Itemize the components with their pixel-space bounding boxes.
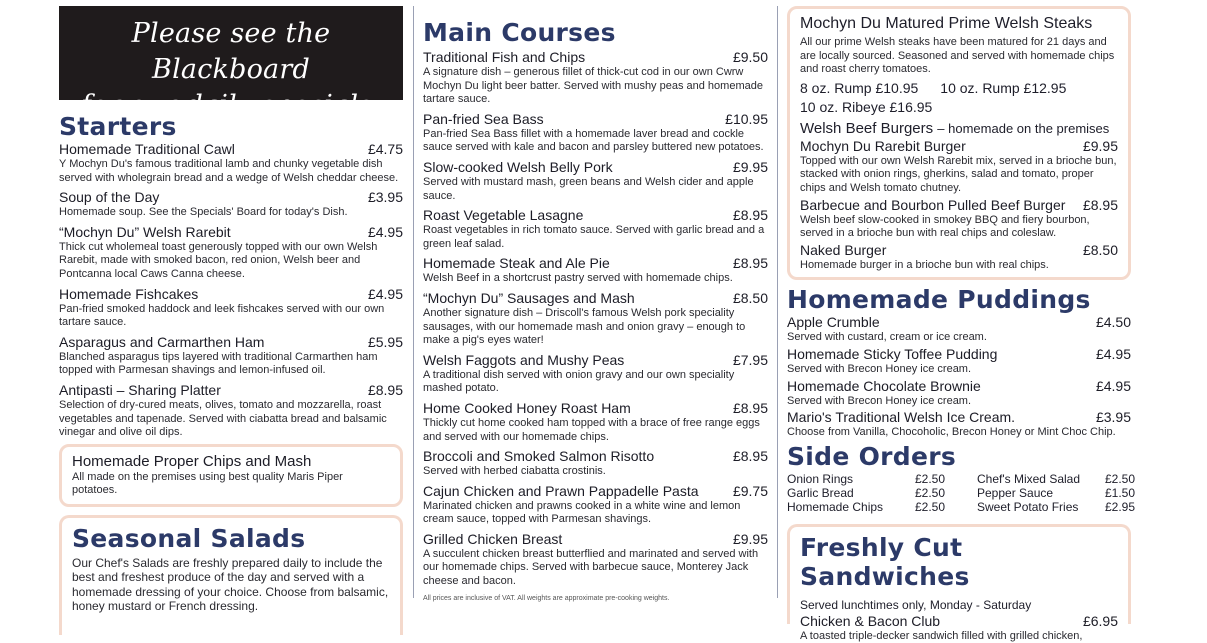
item-price: £4.95 [1095, 377, 1131, 394]
item-desc: Pan-fried Sea Bass fillet with a homemade laver bread and cockle sauce served with kale and bacon and parsley buttered new potatoes. [423, 127, 764, 154]
middle-column [423, 0, 768, 602]
item-name: Asparagus and Carmarthen Ham [59, 333, 265, 350]
item-price: £9.50 [732, 49, 768, 65]
item-price: £8.95 [732, 255, 768, 272]
item-name: Slow-cooked Welsh Belly Pork [423, 158, 613, 175]
pudding-item [787, 378, 1131, 409]
item-name: Home Cooked Honey Roast Ham [423, 399, 631, 416]
pudding-item [787, 314, 1131, 345]
side-name: Pepper Sauce [977, 485, 1054, 500]
item-price: £8.95 [732, 399, 768, 416]
item-name: Roast Vegetable Lasagne [423, 207, 584, 224]
sandwiches-title: Freshly Cut Sandwiches [800, 532, 970, 591]
item-name: Chicken & Bacon Club [800, 612, 941, 629]
right-column [787, 0, 1135, 642]
item-name: Broccoli and Smoked Salmon Risotto [423, 448, 655, 465]
item-price: £8.50 [1082, 241, 1118, 258]
side-name: Onion Rings [787, 471, 854, 486]
salads-box [59, 515, 403, 635]
item-price: £8.95 [732, 448, 768, 465]
item-name: Soup of the Day [59, 189, 160, 206]
burger-item [800, 242, 1118, 273]
item-desc: Homemade soup. See the Specials' Board for today's Dish. [59, 206, 348, 219]
starter-item [59, 382, 403, 440]
item-desc: Blanched asparagus tips layered with traditional Carmarthen ham topped with Parmesan shavings and lemon-infused oil. [59, 350, 378, 377]
steaks-box [787, 6, 1131, 280]
item-desc: A succulent chicken breast butterflied and marinated and served with our homemade chips. Served with barbecue sauce, Monterey Jack cheese and bacon. [423, 547, 759, 588]
item-name: Mario's Traditional Welsh Ice Cream. [787, 409, 1016, 426]
puddings-list [787, 314, 1131, 439]
item-desc: Roast vegetables in rich tomato sauce. Served with garlic bread and a green leaf salad. [423, 224, 765, 250]
item-name: “Mochyn Du” Sausages and Mash [423, 289, 635, 306]
item-price: £9.95 [1082, 137, 1118, 154]
pudding-item [787, 409, 1131, 440]
item-price: £7.95 [732, 351, 768, 368]
item-name: Traditional Fish and Chips [423, 49, 586, 65]
item-desc: Served with herbed ciabatta crostinis. [423, 465, 606, 478]
sides-right [977, 472, 1135, 514]
item-price: £4.95 [367, 285, 403, 302]
side-name: Garlic Bread [787, 485, 854, 500]
item-desc: Selection of dry-cured meats, olives, tomato and mozzarella, roast vegetables and tapenade. Served with ciabatta bread and balsamic vinegar and olive oil dips. [59, 398, 387, 439]
item-name: Cajun Chicken and Prawn Pappadelle Pasta [423, 482, 699, 499]
item-price: £4.95 [367, 223, 403, 240]
burgers-list [800, 138, 1118, 273]
main-course-item [423, 352, 768, 396]
item-name: Antipasti – Sharing Platter [59, 381, 221, 398]
item-desc: Marinated chicken and prawns cooked in a white wine and lemon cream sauce, topped with Parmesan shavings. [423, 499, 741, 526]
blackboard-banner [59, 6, 403, 121]
puddings-title: Homemade Puddings [787, 285, 1091, 315]
chips-box-title: Homemade Proper Chips and Mash [72, 452, 312, 470]
side-price: £2.50 [914, 471, 945, 486]
main-course-item [423, 290, 768, 348]
main-course-item [423, 111, 768, 155]
side-price: £2.50 [914, 499, 945, 514]
item-desc: A traditional dish served with onion gravy and our own speciality mashed potato. [423, 368, 735, 395]
item-price: £10.95 [725, 110, 768, 127]
main-course-item [423, 207, 768, 251]
main-course-item [423, 400, 768, 444]
steak-sizes [800, 79, 1118, 117]
chips-box-desc: All made on the premises using best quality Maris Piper potatoes. [72, 470, 343, 497]
starters-list [59, 141, 403, 440]
item-price: £6.95 [1082, 612, 1118, 629]
item-desc: Choose from Vanilla, Chocoholic, Brecon Honey or Mint Choc Chip. [787, 426, 1116, 439]
item-desc: Welsh beef slow-cooked in smokey BBQ and fiery bourbon, served in a brioche bun with real chips and coleslaw. [800, 213, 1090, 240]
sides-title: Side Orders [787, 441, 957, 471]
steak-size-1: 8 oz. Rump £10.95 [800, 79, 919, 96]
item-desc: Served with custard, cream or ice cream. [787, 331, 987, 344]
item-name: Apple Crumble [787, 314, 880, 331]
column-divider [413, 6, 414, 598]
sandwiches-box [787, 524, 1131, 642]
item-name: Mochyn Du Rarebit Burger [800, 137, 966, 154]
item-price: £9.95 [732, 530, 768, 547]
mains-list [423, 49, 768, 589]
sides-table [787, 471, 1135, 514]
blackboard-line-1: Please see the Blackboard [131, 18, 331, 85]
item-desc: Thick cut wholemeal toast generously topped with our own Welsh Rarebit, made with smoked bacon, red onion, Welsh beer and Pontcanna local Caws Canna cheese. [59, 240, 378, 280]
item-name: Homemade Sticky Toffee Pudding [787, 345, 998, 362]
sandwiches-subtitle: Served lunchtimes only, Monday - Saturday [800, 597, 1032, 612]
item-desc: Pan-fried smoked haddock and leek fishcakes served with our own tartare sauce. [59, 302, 385, 329]
item-desc: Thickly cut home cooked ham topped with a brace of free range eggs and served with our homemade chips. [423, 416, 760, 443]
side-name: Homemade Chips [787, 499, 884, 514]
steak-size-2: 10 oz. Rump £12.95 [940, 79, 1067, 96]
item-price: £3.95 [367, 189, 403, 206]
item-price: £9.75 [732, 482, 768, 499]
item-price: £4.75 [367, 141, 403, 157]
main-course-item [423, 448, 768, 479]
footnote: All prices are inclusive of VAT. All weights are approximate pre-cooking weights. [423, 594, 670, 602]
starter-item [59, 286, 403, 330]
item-desc: Y Mochyn Du's famous traditional lamb and chunky vegetable dish served with wholegrain bread and a wedge of Welsh cheddar cheese. [59, 158, 399, 184]
sandwich-item [800, 613, 1118, 643]
item-price: £8.95 [732, 207, 768, 224]
main-course-item [423, 159, 768, 203]
burger-item [800, 138, 1118, 196]
item-name: Homemade Fishcakes [59, 285, 199, 302]
item-desc: A signature dish – generous fillet of thick-cut cod in our own Cwrw Mochyn Du light beer batter. Served with mushy peas and homemade tartare sauce. [423, 66, 763, 106]
sides-left [787, 472, 945, 514]
side-price: £2.95 [1104, 499, 1135, 514]
item-price: £8.50 [732, 289, 768, 306]
side-name: Sweet Potato Fries [977, 499, 1079, 514]
mains-title: Main Courses [423, 18, 616, 47]
side-name: Chef's Mixed Salad [977, 471, 1081, 486]
side-price: £2.50 [1104, 471, 1135, 486]
starter-item [59, 334, 403, 378]
side-price: £2.50 [914, 485, 945, 500]
burger-item [800, 197, 1118, 241]
burgers-heading [800, 120, 1118, 138]
starter-item [59, 224, 403, 282]
blackboard-line-2: for our daily specials. [80, 90, 381, 121]
chips-box [59, 444, 403, 507]
item-name: Welsh Faggots and Mushy Peas [423, 351, 625, 368]
steak-size-3: 10 oz. Ribeye £16.95 [800, 98, 933, 115]
item-name: Barbecue and Bourbon Pulled Beef Burger [800, 196, 1066, 213]
item-desc: Served with mustard mash, green beans and Welsh cider and apple sauce. [423, 175, 754, 202]
item-price: £9.95 [732, 158, 768, 175]
salads-title: Seasonal Salads [72, 523, 306, 553]
main-course-item [423, 49, 768, 107]
item-name: Naked Burger [800, 241, 887, 258]
column-divider [777, 6, 778, 598]
main-course-item [423, 531, 768, 589]
sandwiches-list [800, 613, 1118, 643]
steaks-title: Mochyn Du Matured Prime Welsh Steaks [800, 15, 1093, 32]
item-name: Homemade Chocolate Brownie [787, 377, 981, 394]
item-desc: Topped with our own Welsh Rarebit mix, served in a brioche bun, stacked with onion rings, gherkins, salad and tomato, proper chips and Welsh tomato chutney. [800, 154, 1117, 194]
item-name: “Mochyn Du” Welsh Rarebit [59, 223, 231, 240]
item-desc: Welsh Beef in a shortcrust pastry served with homemade chips. [423, 272, 733, 285]
item-price: £8.95 [1082, 196, 1118, 213]
item-desc: Served with Brecon Honey ice cream. [787, 394, 972, 407]
item-price: £5.95 [367, 333, 403, 350]
item-desc: Another signature dish – Driscoll's famous Welsh pork speciality sausages, with our homemade mash and onion gravy – enough to make a pig's eyes water! [423, 306, 746, 347]
starters-title: Starters [59, 112, 177, 141]
item-desc: Homemade burger in a brioche bun with real chips. [800, 258, 1049, 271]
item-price: £4.95 [1095, 345, 1131, 362]
item-price: £4.50 [1095, 314, 1131, 331]
salads-desc: Our Chef's Salads are freshly prepared daily to include the best and freshest produce of the day and served with a homemade dressing of your choice. Choose from balsamic, honey mustard or French dressing. [72, 555, 389, 614]
item-name: Homemade Steak and Ale Pie [423, 255, 610, 272]
starter-item [59, 141, 403, 185]
item-desc: A toasted triple-decker sandwich filled with grilled chicken, [800, 629, 1083, 642]
left-column [59, 0, 403, 614]
main-course-item [423, 483, 768, 527]
item-desc: Served with Brecon Honey ice cream. [787, 362, 972, 375]
pudding-item [787, 346, 1131, 377]
burgers-title: Welsh Beef Burgers [800, 119, 934, 137]
side-price: £1.50 [1104, 485, 1135, 500]
item-price: £3.95 [1095, 409, 1131, 426]
burgers-subtitle: – homemade on the premises [937, 120, 1110, 136]
item-name: Pan-fried Sea Bass [423, 110, 544, 127]
item-name: Homemade Traditional Cawl [59, 141, 235, 157]
main-course-item [423, 255, 768, 286]
steaks-desc: All our prime Welsh steaks have been matured for 21 days and are locally sourced. Seasoned and served with homemade chips and roast cherry tomatoes. [800, 36, 1115, 76]
starter-item [59, 189, 403, 220]
item-price: £8.95 [367, 381, 403, 398]
item-name: Grilled Chicken Breast [423, 530, 563, 547]
